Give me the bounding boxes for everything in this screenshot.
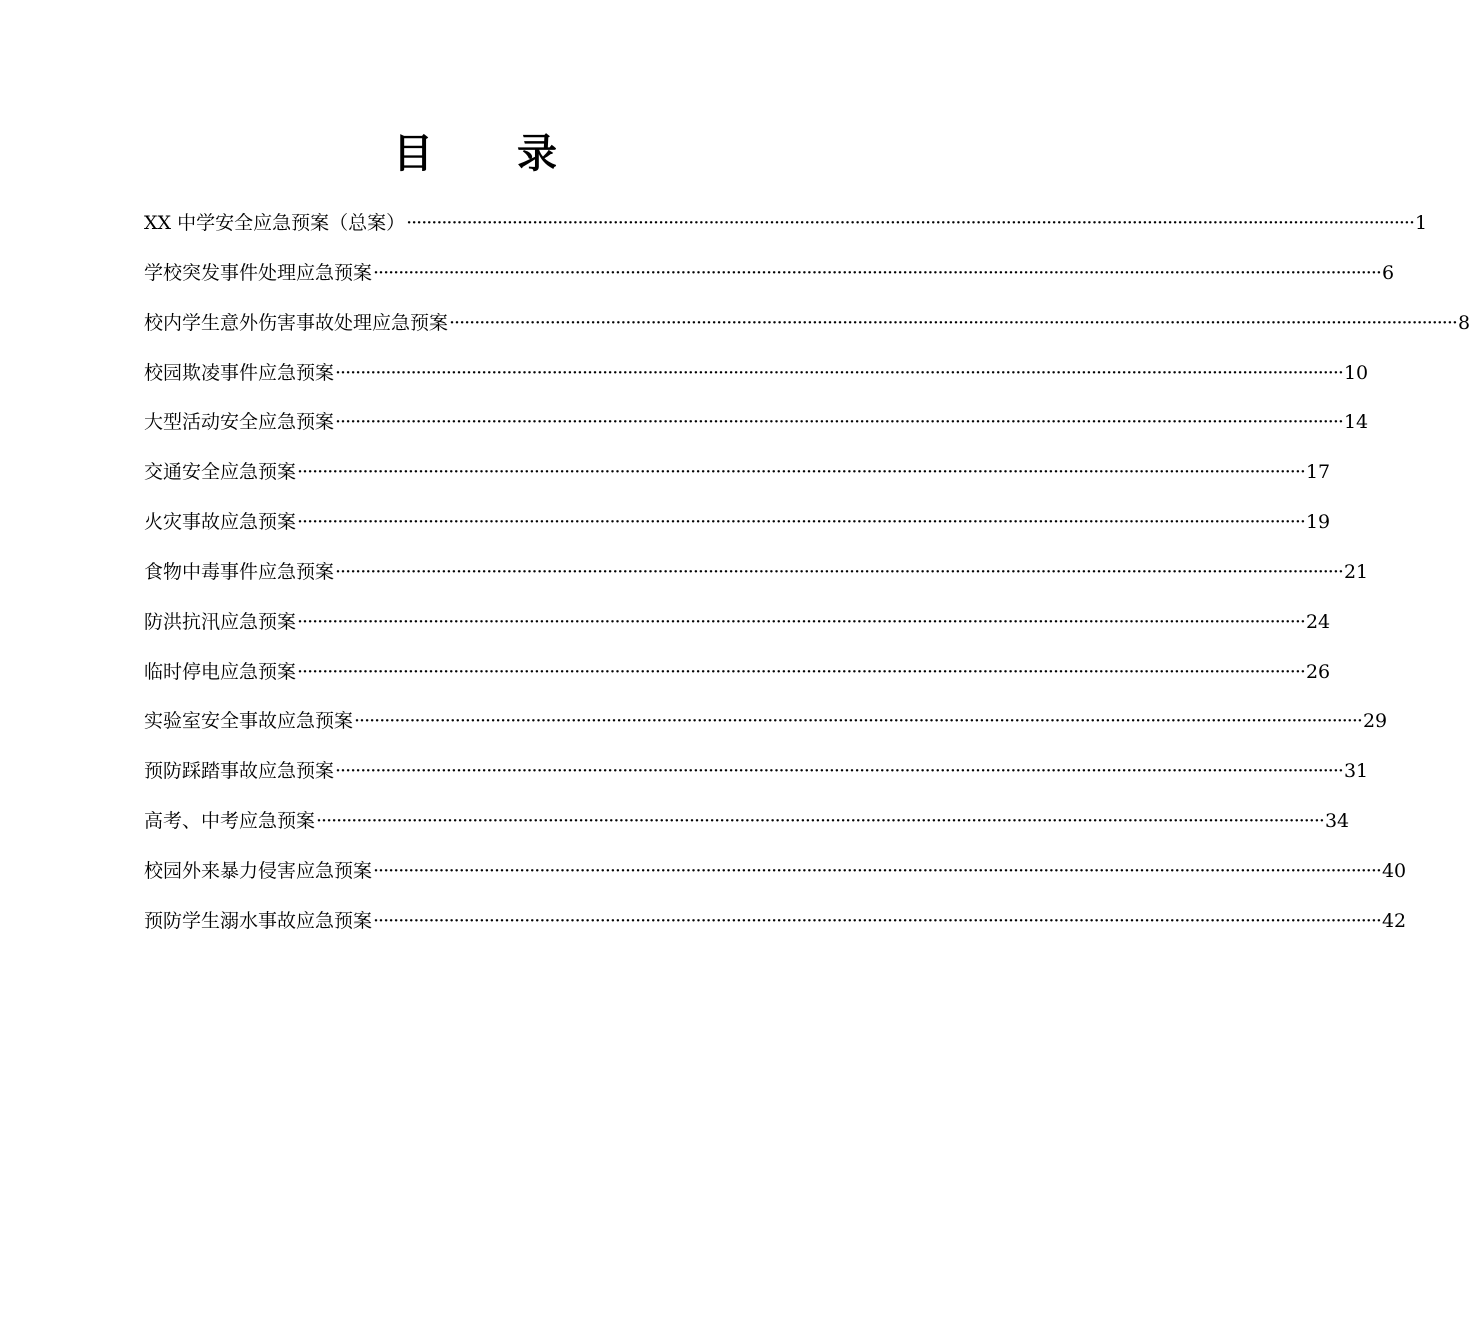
toc-entry[interactable] [144,697,1388,747]
toc-entry-page-number: 34 [1324,810,1350,833]
toc-entry-page-number: 8 [1457,311,1470,334]
toc-dot-leader: ········································································································································································································ [373,909,1381,932]
toc-dot-leader: ········································································································································································································ [316,810,1324,833]
toc-entry-title: 预防学生溺水事故应急预案 [144,909,373,932]
toc-entry-title: 学校突发事件处理应急预案 [144,261,373,284]
toc-entry[interactable] [144,199,1428,249]
toc-entry[interactable] [144,498,1331,548]
toc-entry-page-number: 24 [1305,610,1331,633]
toc-dot-leader: ········································································································································································································ [373,261,1381,284]
toc-entry-page-number: 31 [1343,760,1369,783]
toc-heading [0,128,950,180]
toc-dot-leader: ········································································································································································································ [335,361,1343,384]
toc-entry-page-number: 21 [1343,560,1369,583]
toc-entry-title: 高考、中考应急预案 [144,810,316,833]
toc-heading-char-2: 录 [517,131,557,177]
toc-entry[interactable] [144,847,1407,897]
toc-entry-title: 实验室安全事故应急预案 [144,710,354,733]
toc-entry-page-number: 14 [1343,411,1369,434]
toc-dot-leader: ········································································································································································································ [335,560,1343,583]
toc-entry-title: 校园欺凌事件应急预案 [144,361,335,384]
toc-dot-leader: ········································································································································································································ [449,311,1457,334]
toc-dot-leader: ········································································································································································································ [406,212,1415,234]
toc-entry-title: XX 中学安全应急预案（总案） [144,212,406,234]
toc-entry-title: 校内学生意外伤害事故处理应急预案 [144,311,449,334]
toc-dot-leader: ········································································································································································································ [297,511,1305,534]
toc-entry-title: 预防踩踏事故应急预案 [144,760,335,783]
toc-entry[interactable] [144,897,1407,947]
toc-entry[interactable] [144,648,1331,698]
toc-entry[interactable] [144,349,1369,399]
toc-entry-title: 交通安全应急预案 [144,461,297,484]
toc-entry-page-number: 10 [1343,361,1369,384]
toc-dot-leader: ········································································································································································································ [297,610,1305,633]
toc-entry[interactable] [144,598,1331,648]
toc-entry-title: 食物中毒事件应急预案 [144,560,335,583]
toc-dot-leader: ········································································································································································································ [373,859,1381,882]
toc-entry[interactable] [144,299,1470,349]
toc-entry-page-number: 19 [1305,511,1331,534]
toc-entry-page-number: 40 [1381,859,1407,882]
toc-entry[interactable] [144,747,1369,797]
toc-dot-leader: ········································································································································································································ [354,710,1362,733]
toc-dot-leader: ········································································································································································································ [335,411,1343,434]
toc-heading-char-1: 目 [393,131,433,177]
toc-entry[interactable] [144,448,1331,498]
toc-entry[interactable] [144,548,1369,598]
toc-entry-page-number: 6 [1381,261,1395,284]
toc-entry-page-number: 1 [1415,212,1428,234]
toc-entry-title: 防洪抗汛应急预案 [144,610,297,633]
toc-entry[interactable] [144,249,1395,299]
toc-entry-page-number: 26 [1305,660,1331,683]
toc-entry-title: 校园外来暴力侵害应急预案 [144,859,373,882]
toc-entry-title: 临时停电应急预案 [144,660,297,683]
toc-dot-leader: ········································································································································································································ [297,461,1305,484]
toc-dot-leader: ········································································································································································································ [297,660,1305,683]
toc-entry[interactable] [144,797,1350,847]
toc-dot-leader: ········································································································································································································ [335,760,1343,783]
toc-entry-title: 火灾事故应急预案 [144,511,297,534]
toc-entry[interactable] [144,398,1369,448]
toc-entry-page-number: 29 [1362,710,1388,733]
toc-entry-page-number: 17 [1305,461,1331,484]
toc-entry-title: 大型活动安全应急预案 [144,411,335,434]
toc-list [144,199,1470,947]
toc-entry-page-number: 42 [1381,909,1407,932]
